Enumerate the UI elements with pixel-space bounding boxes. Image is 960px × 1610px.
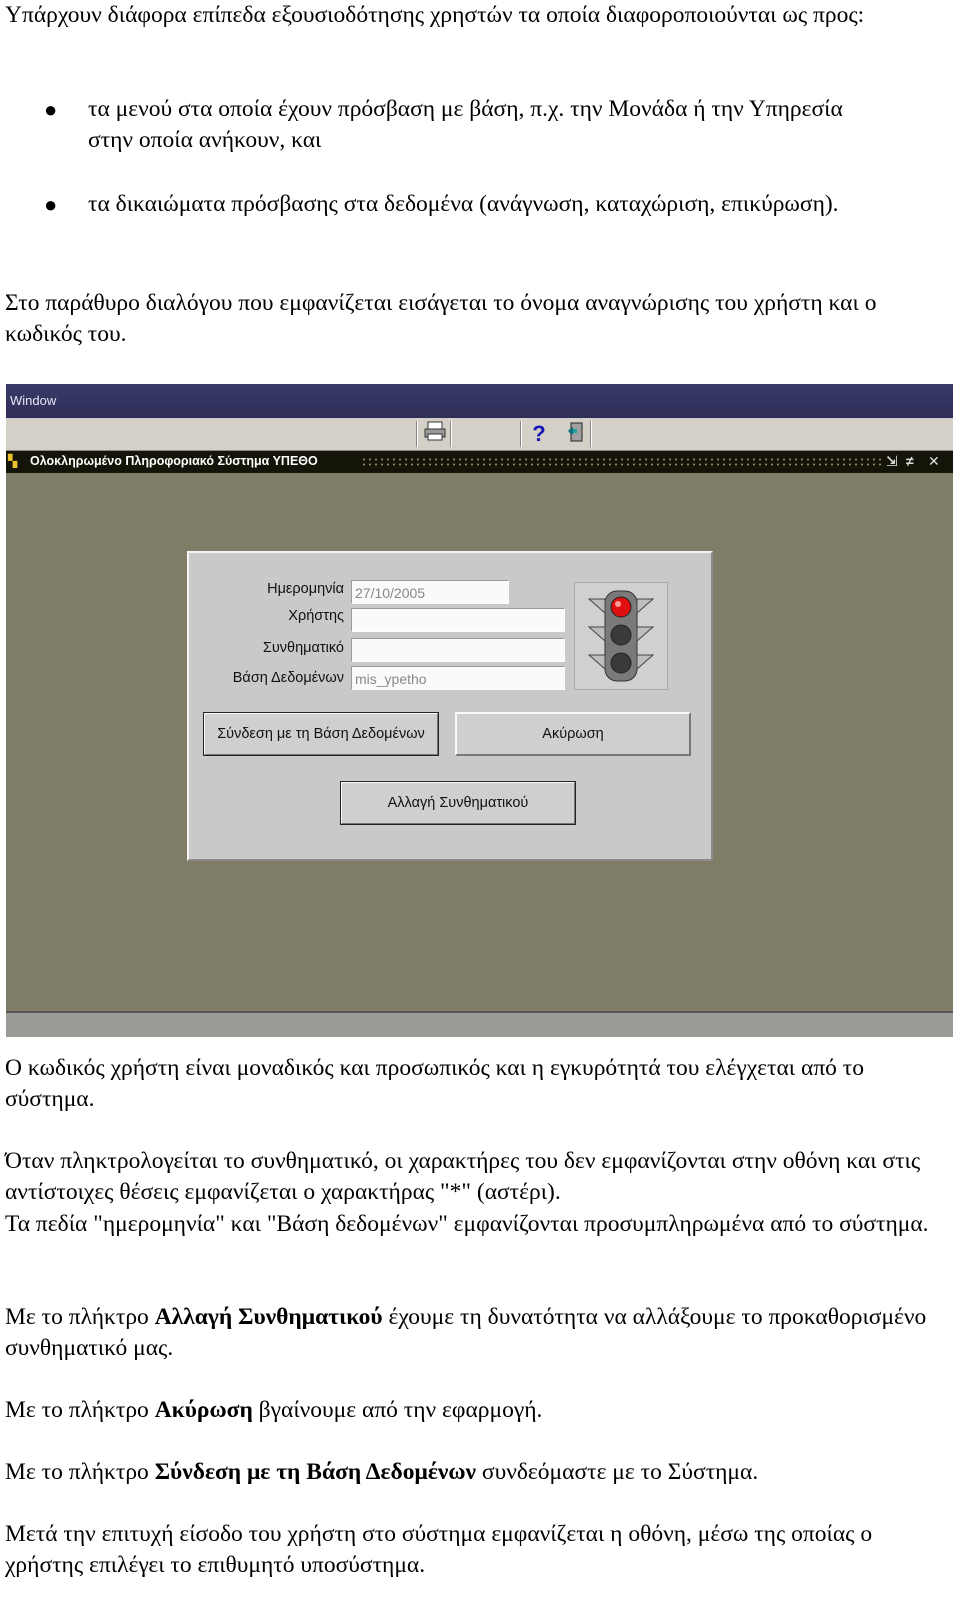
date-label: Ημερομηνία xyxy=(267,581,344,597)
login-screenshot xyxy=(6,384,953,1037)
app-icon: ▚ xyxy=(8,454,18,468)
change-password-note: Με το πλήκτρο Αλλαγή Συνθηματικού έχουμε τη δυνατότητα να αλλάξουμε το προκαθορισμένο συνθηματικό μας. xyxy=(5,1304,927,1361)
cancel-button[interactable]: Ακύρωση xyxy=(455,712,691,756)
bullet-icon: ● xyxy=(44,97,58,122)
body-paragraph-1: Ο κωδικός χρήστη είναι μοναδικός και προσωπικός και η εγκυρότητά του ελέγχεται από το σύστημα. xyxy=(5,1055,865,1112)
exit-door-icon[interactable] xyxy=(564,421,590,447)
body-paragraph-3: Τα πεδία "ημερομηνία" και "Βάση δεδομένων" εμφανίζονται προσυμπληρωμένα από το σύστημα. xyxy=(5,1211,929,1237)
window-title: Window xyxy=(10,393,57,408)
list-item: ● τα μενού στα οποία έχουν πρόσβαση με βάση, π.χ. την Μονάδα ή την Υπηρεσία στην οποία ανήκουν, και xyxy=(44,96,843,153)
application-title: Ολοκληρωμένο Πληροφοριακό Σύστημα ΥΠΕΘΟ xyxy=(30,454,318,468)
connect-note: Με το πλήκτρο Σύνδεση με τη Βάση Δεδομένων συνδεόμαστε με το Σύστημα. xyxy=(5,1459,759,1485)
connect-database-button[interactable]: Σύνδεση με τη Βάση Δεδομένων xyxy=(203,712,439,756)
status-bar xyxy=(6,1011,953,1037)
minimize-icon[interactable]: ⇲ xyxy=(886,453,898,469)
toolbar xyxy=(6,418,953,451)
bullet-icon: ● xyxy=(44,192,58,217)
change-password-button[interactable]: Αλλαγή Συνθηματικού xyxy=(340,781,576,825)
help-icon[interactable]: ? xyxy=(532,421,546,446)
user-label: Χρήστης xyxy=(288,608,344,624)
restore-icon[interactable]: ≠ xyxy=(906,453,914,469)
date-field[interactable]: 27/10/2005 xyxy=(351,580,509,604)
password-label: Συνθηματικό xyxy=(262,640,344,656)
final-paragraph: Μετά την επιτυχή είσοδο του χρήστη στο σύστημα εμφανίζεται η οθόνη, μέσω της οποίας ο χρήστης επιλέγει το επιθυμητό υποσύστημα. xyxy=(5,1521,873,1578)
body-paragraph-2: Όταν πληκτρολογείται το συνθηματικό, οι χαρακτήρες του δεν εμφανίζονται στην οθόνη και στις αντίστοιχες θέσεις εμφανίζεται ο χαρακτήρας "*" (αστέρι). xyxy=(5,1148,921,1205)
database-field[interactable]: mis_ypetho xyxy=(351,666,565,690)
password-input[interactable] xyxy=(351,638,565,662)
window-title-bar xyxy=(6,384,953,418)
login-dialog xyxy=(187,551,713,861)
intro-paragraph: Υπάρχουν διάφορα επίπεδα εξουσιοδότησης χρηστών τα οποία διαφοροποιούνται ως προς: xyxy=(5,2,865,28)
application-title-bar xyxy=(6,451,953,473)
list-item: ● τα δικαιώματα πρόσβασης στα δεδομένα (ανάγνωση, καταχώριση, επικύρωση). xyxy=(0,189,878,220)
traffic-light-icon xyxy=(574,582,668,690)
access-levels-list xyxy=(0,94,960,220)
dialog-intro-paragraph: Στο παράθυρο διαλόγου που εμφανίζεται εισάγεται το όνομα αναγνώρισης του χρήστη και ο κωδικός του. xyxy=(5,290,877,347)
close-icon[interactable]: ✕ xyxy=(928,453,940,469)
database-label: Βάση Δεδομένων xyxy=(232,670,344,686)
username-input[interactable] xyxy=(351,608,565,632)
cancel-note: Με το πλήκτρο Ακύρωση βγαίνουμε από την εφαρμογή. xyxy=(5,1397,543,1423)
print-icon[interactable] xyxy=(422,421,448,447)
